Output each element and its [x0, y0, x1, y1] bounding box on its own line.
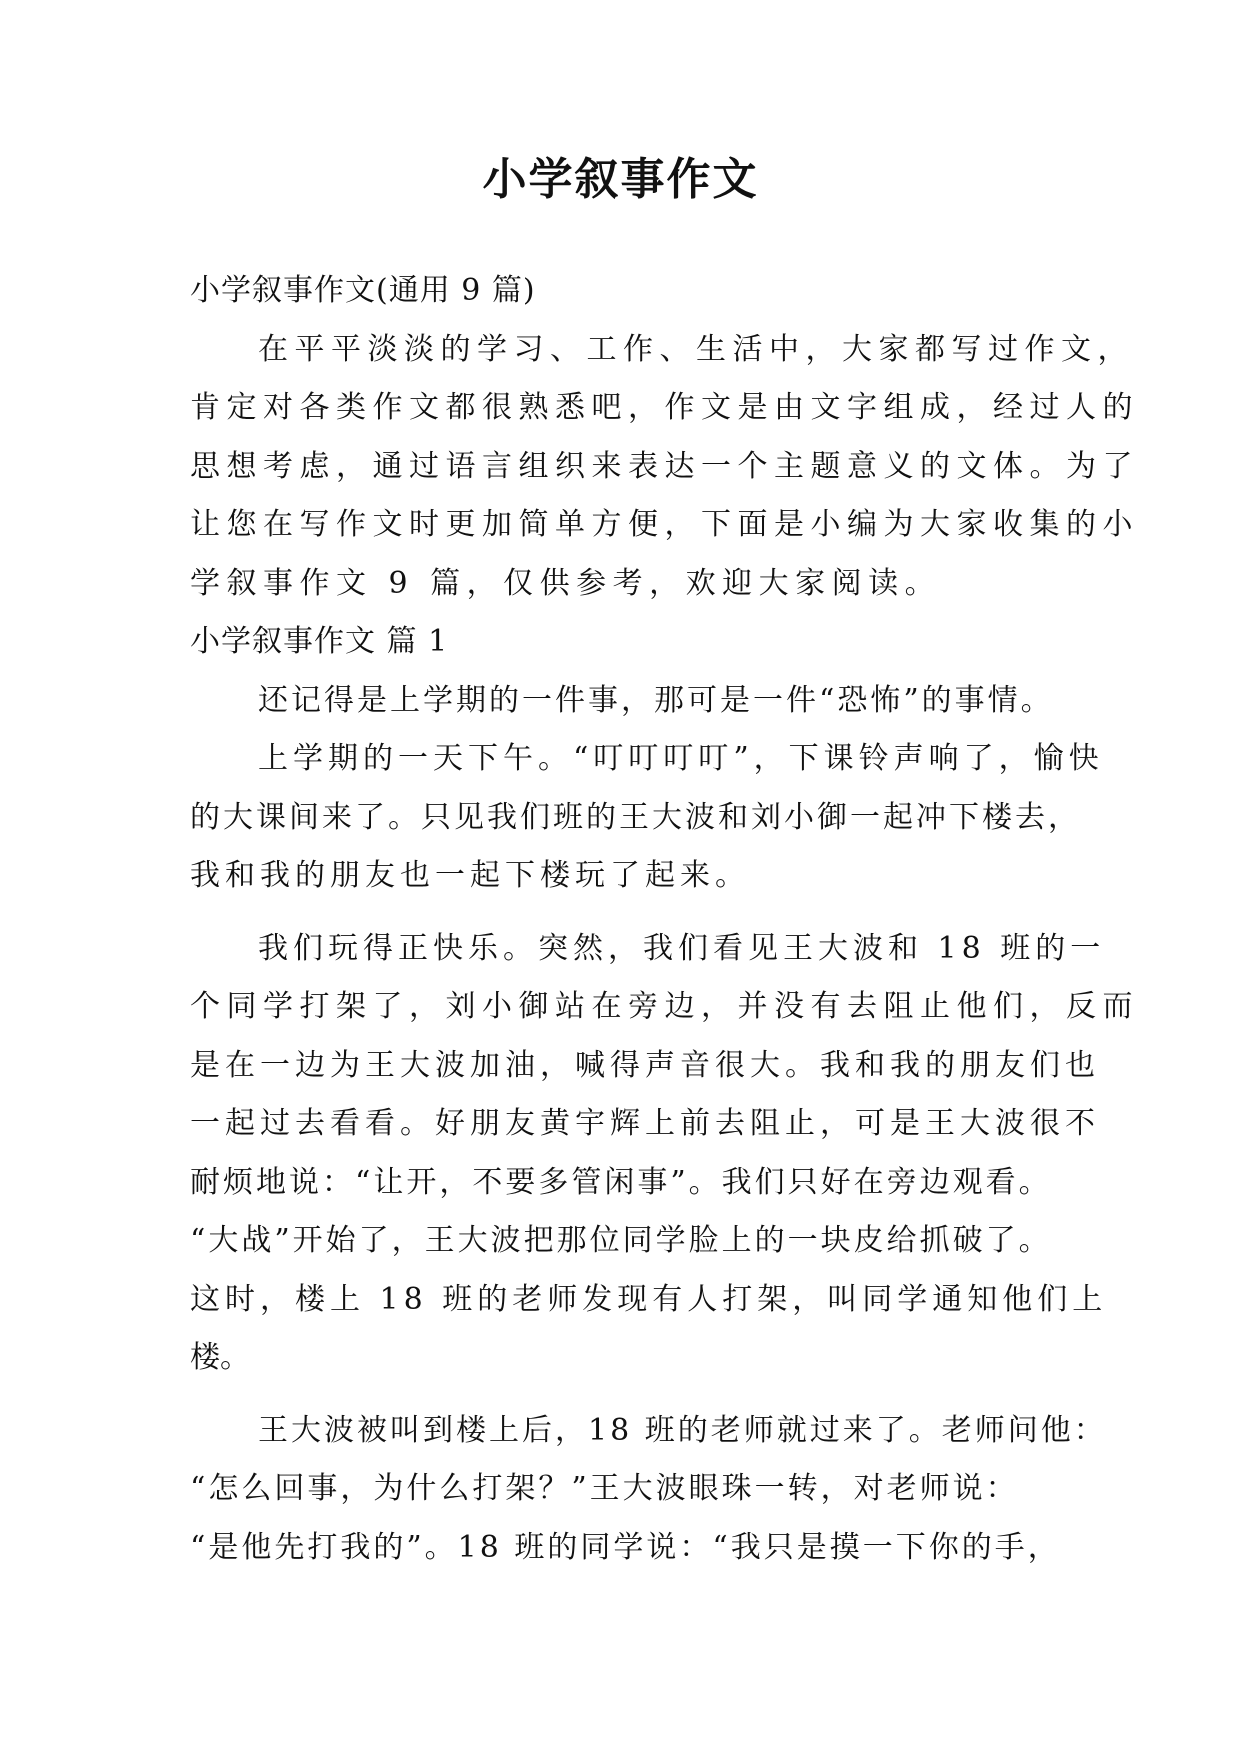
intro-line: 让您在写作文时更加简单方便，下面是小编为大家收集的小: [190, 507, 1139, 542]
document-body: [190, 262, 1139, 1577]
story-line: 这时，楼上 18 班的老师发现有人打架，叫同学通知他们上: [190, 1281, 1108, 1317]
story-line: 个同学打架了，刘小御站在旁边，并没有去阻止他们，反而: [190, 989, 1139, 1024]
story-line: 还记得是上学期的一件事，那可是一件“恐怖”的事情。: [258, 682, 1054, 718]
intro-line: 学叙事作文 9 篇，仅供参考，欢迎大家阅读。: [190, 565, 942, 601]
story-paragraph-2: [190, 730, 1104, 906]
story-paragraph-1: [190, 672, 1060, 731]
section-heading: 小学叙事作文 篇 1: [190, 624, 449, 659]
story-line: 一起过去看看。好朋友黄宇辉上前去阻止，可是王大波很不: [190, 1106, 1100, 1141]
intro-line: 在平平淡淡的学习、工作、生活中，大家都写过作文，: [258, 331, 1134, 367]
story-line: 上学期的一天下午。“叮叮叮叮”，下课铃声响了，愉快: [258, 741, 1104, 776]
story-line: “是他先打我的”。18 班的同学说：“我只是摸一下你的手，: [190, 1529, 1061, 1565]
story-line: 楼。: [190, 1340, 250, 1375]
story-paragraph-4: [190, 1402, 1107, 1578]
intro-line: 思想考虑，通过语言组织来表达一个主题意义的文体。为了: [190, 448, 1139, 484]
story-line: “大战”开始了，王大波把那位同学脸上的一块皮给抓破了。: [190, 1223, 1052, 1258]
paragraph-gap: [190, 906, 1060, 920]
document-subtitle: 小学叙事作文(通用 9 篇): [190, 273, 536, 308]
story-line: 是在一边为王大波加油，喊得声音很大。我和我的朋友们也: [190, 1047, 1100, 1083]
paragraph-gap: [190, 1388, 1060, 1402]
story-line: 耐烦地说：“让开，不要多管闲事”。我们只好在旁边观看。: [190, 1164, 1052, 1200]
story-line: “怎么回事，为什么打架？”王大波眼珠一转，对老师说：: [190, 1471, 1019, 1506]
story-paragraph-3: [190, 920, 1139, 1388]
document-title: 小学叙事作文: [482, 154, 759, 205]
story-line: 我和我的朋友也一起下楼玩了起来。: [190, 858, 750, 893]
story-line: 王大波被叫到楼上后，18 班的老师就过来了。老师问他：: [258, 1412, 1107, 1448]
intro-paragraph: [190, 321, 1139, 614]
story-line: 我们玩得正快乐。突然，我们看见王大波和 18 班的一: [258, 930, 1106, 966]
intro-line: 肯定对各类作文都很熟悉吧，作文是由文字组成，经过人的: [190, 390, 1139, 425]
story-line: 的大课间来了。只见我们班的王大波和刘小御一起冲下楼去，: [190, 799, 1081, 835]
